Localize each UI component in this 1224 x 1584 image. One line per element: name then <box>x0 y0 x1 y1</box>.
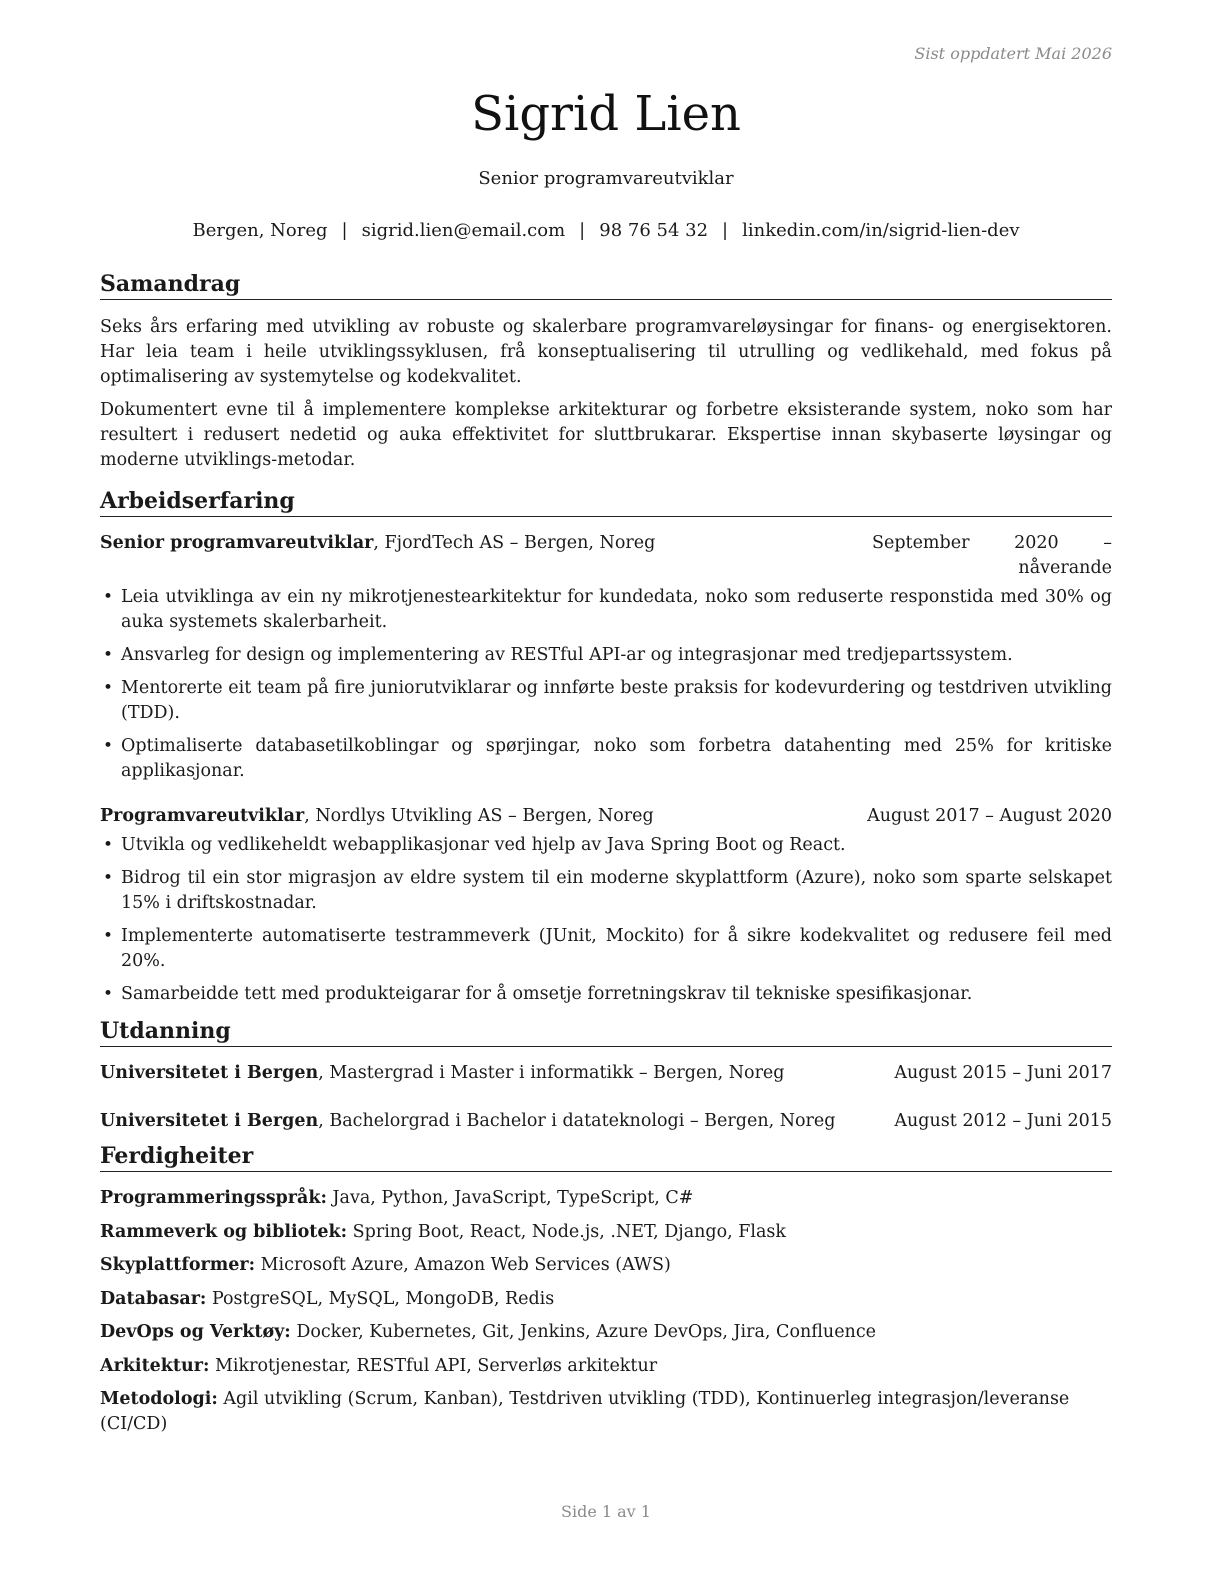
job-dates: August 2017 – August 2020 <box>867 806 1112 826</box>
skill-label: Programmeringsspråk: <box>100 1188 327 1208</box>
job-role-company <box>100 804 654 829</box>
job-company: , Nordlys Utvikling AS – Bergen, Noreg <box>304 806 654 826</box>
education-school: Universitetet i Bergen <box>100 1063 319 1083</box>
skill-row <box>100 1287 1112 1312</box>
skill-row <box>100 1186 1112 1211</box>
list-item: • Mentorerte eit team på fire juniorutviklarar og innførte beste praksis for kodevurdering og testdriven utvikling (TDD). <box>100 676 1112 726</box>
page-number: Side 1 av 1 <box>561 1502 651 1521</box>
skill-value: PostgreSQL, MySQL, MongoDB, Redis <box>206 1288 555 1309</box>
resume-content <box>100 270 1112 1437</box>
education-detail: , Mastergrad i Master i informatikk – Bergen, Noreg <box>318 1063 785 1083</box>
contact-separator: | <box>341 220 348 241</box>
skill-label: Arkitektur: <box>100 1355 210 1376</box>
contact-email: sigrid.lien@email.com <box>361 220 566 241</box>
skill-row <box>100 1253 1112 1278</box>
skill-value: Mikrotjenestar, RESTful API, Serverløs arkitektur <box>209 1355 658 1376</box>
list-item: • Optimaliserte databasetilkoblingar og spørjingar, noko som forbetra datahenting med 25% for kritiske applikasjonar. <box>100 734 1112 784</box>
list-item: • Implementerte automatiserte testrammeverk (JUnit, Mockito) for å sikre kodekvalitet og redusere feil med 20%. <box>100 924 1112 974</box>
education-item <box>100 1109 1112 1134</box>
contact-line <box>100 220 1112 241</box>
skill-row <box>100 1320 1112 1345</box>
contact-linkedin: linkedin.com/in/sigrid-lien-dev <box>742 220 1020 241</box>
contact-separator: | <box>722 220 729 241</box>
skill-row <box>100 1220 1112 1245</box>
skill-value: Java, Python, JavaScript, TypeScript, C# <box>326 1188 694 1208</box>
education-item <box>100 1061 1112 1086</box>
section-heading-education: Utdanning <box>100 1017 1112 1047</box>
person-name: Sigrid Lien <box>471 86 741 142</box>
education-dates: August 2015 – Juni 2017 <box>894 1063 1112 1083</box>
skill-value: Agil utvikling (Scrum, Kanban), Testdriven utvikling (TDD), Kontinuerleg integrasjon/leveranse (CI/CD) <box>100 1389 1070 1434</box>
skill-value: Spring Boot, React, Node.js, .NET, Django, Flask <box>347 1221 787 1242</box>
section-heading-summary: Samandrag <box>100 270 1112 300</box>
list-item: • Samarbeidde tett med produkteigarar for å omsetje forretningskrav til tekniske spesifikasjonar. <box>100 982 1112 1007</box>
skill-label: DevOps og Verktøy: <box>100 1322 291 1342</box>
education-dates: August 2012 – Juni 2015 <box>894 1111 1112 1131</box>
job-header <box>100 531 1112 581</box>
skill-value: Microsoft Azure, Amazon Web Services (AWS) <box>255 1255 671 1275</box>
skill-label: Rammeverk og bibliotek: <box>100 1221 348 1242</box>
contact-separator: | <box>579 220 586 241</box>
contact-location: Bergen, Noreg <box>192 220 328 241</box>
education-school-detail <box>100 1109 835 1134</box>
section-heading-skills: Ferdigheiter <box>100 1142 1112 1172</box>
education-school: Universitetet i Bergen <box>100 1111 319 1131</box>
skill-label: Metodologi: <box>100 1389 218 1409</box>
summary-paragraph: Seks års erfaring med utvikling av robuste og skalerbare programvareløysingar for finans- og energisektoren. Har leia team i heile utviklingssyklusen, frå konseptualisering til utrulling og vedlikehald, med fokus på optimalisering av systemytelse og kodekvalitet. <box>100 317 1112 387</box>
job-role: Senior programvareutviklar <box>100 533 374 553</box>
skill-row <box>100 1387 1112 1437</box>
job-bullets <box>100 833 1112 1007</box>
skill-label: Databasar: <box>100 1288 207 1309</box>
job-company: , FjordTech AS – Bergen, Noreg <box>373 533 656 553</box>
list-item: • Ansvarleg for design og implementering av RESTful API-ar og integrasjonar med tredjepartssystem. <box>100 643 1112 668</box>
last-updated: Sist oppdatert Mai 2026 <box>914 44 1112 63</box>
skill-row <box>100 1354 1112 1379</box>
job-role-company <box>100 531 655 556</box>
job-header <box>100 804 1112 829</box>
job-title: Senior programvareutviklar <box>478 168 734 189</box>
contact-phone: 98 76 54 32 <box>599 220 709 241</box>
job-dates: September 2020 – nåverande <box>872 533 1112 578</box>
job-role: Programvareutviklar <box>100 806 305 826</box>
job-bullets <box>100 585 1112 784</box>
skill-value: Docker, Kubernetes, Git, Jenkins, Azure DevOps, Jira, Confluence <box>290 1322 876 1342</box>
list-item: • Bidrog til ein stor migrasjon av eldre system til ein moderne skyplattform (Azure), noko som sparte selskapet 15% i driftskostnadar. <box>100 866 1112 916</box>
education-detail: , Bachelorgrad i Bachelor i datateknologi – Bergen, Noreg <box>318 1111 836 1131</box>
list-item: • Leia utviklinga av ein ny mikrotjenestearkitektur for kundedata, noko som reduserte responstida med 30% og auka systemets skalerbarheit. <box>100 585 1112 635</box>
section-heading-experience: Arbeidserfaring <box>100 487 1112 517</box>
education-school-detail <box>100 1061 785 1086</box>
skill-label: Skyplattformer: <box>100 1255 256 1275</box>
summary-paragraph: Dokumentert evne til å implementere komplekse arkitekturar og forbetre eksisterande system, noko som har resultert i redusert nedetid og auka effektivitet for sluttbrukarar. Ekspertise innan skybaserte løysingar og moderne utviklings-metodar. <box>100 400 1112 470</box>
list-item: • Utvikla og vedlikeheldt webapplikasjonar ved hjelp av Java Spring Boot og React. <box>100 833 1112 858</box>
